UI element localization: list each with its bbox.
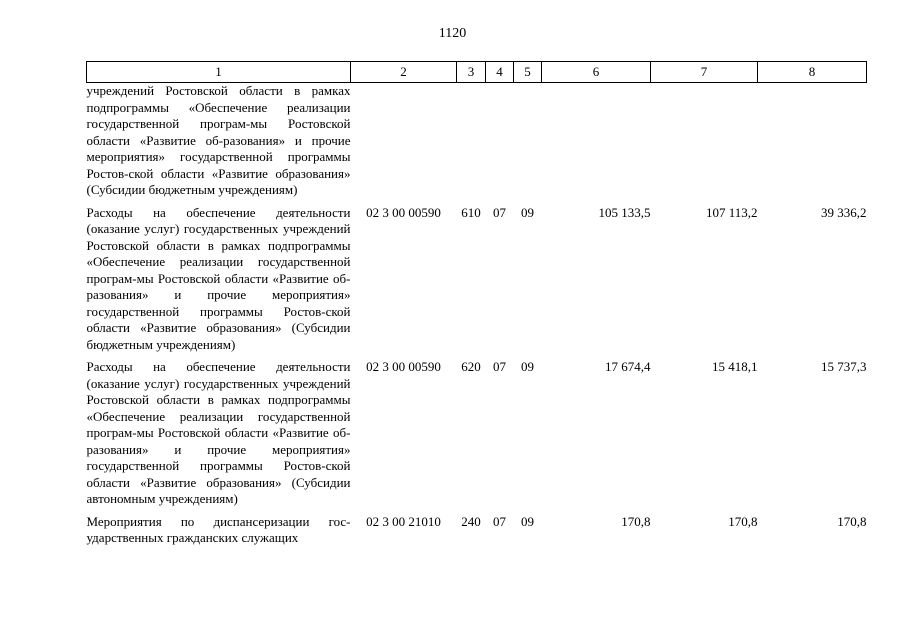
row-amount-year3: 15 737,3 xyxy=(821,359,867,374)
row-expense-type: 240 xyxy=(461,513,481,529)
row-amount-year2: 170,8 xyxy=(728,513,758,529)
table-row xyxy=(87,514,867,547)
row-name: Мероприятия по диспансеризации гос-ударственных гражданских служащих xyxy=(86,513,351,545)
header-cell-1: 1 xyxy=(87,62,351,83)
row-target-article: 02 3 00 00590 xyxy=(366,359,441,374)
header-cell-6: 6 xyxy=(542,62,651,83)
page-number: 1120 xyxy=(438,26,467,41)
table-row xyxy=(87,359,867,514)
table-row xyxy=(87,83,867,205)
row-section: 07 xyxy=(493,513,506,529)
row-subsection: 09 xyxy=(521,204,534,220)
row-amount-year1 xyxy=(542,83,651,205)
row-section: 07 xyxy=(493,204,506,220)
row-subsection: 09 xyxy=(521,513,534,529)
row-section xyxy=(486,83,514,205)
row-amount-year3: 170,8 xyxy=(837,513,867,529)
row-name: Расходы на обеспечение деятельности (оказание услуг) государственных учреждений Ростовской области в рамках подпрограммы «Обеспечение реализации государственной програм-мы Ростовской области «Развитие об-разования» и прочие мероприятия» государственной программы Ростов-ской области «Развитие образования» (Субсидии бюджетным учреждениям) xyxy=(86,204,351,352)
budget-table xyxy=(86,61,867,547)
row-expense-type: 610 xyxy=(461,204,481,220)
row-amount-year2 xyxy=(651,83,758,205)
header-cell-2: 2 xyxy=(351,62,457,83)
row-amount-year1: 105 133,5 xyxy=(598,204,651,220)
header-cell-8: 8 xyxy=(758,62,867,83)
header-cell-5: 5 xyxy=(514,62,542,83)
row-target-article: 02 3 00 00590 xyxy=(366,204,441,220)
row-name: учреждений Ростовской области в рамках подпрограммы «Обеспечение реализации государственной програм-мы Ростовской области «Развитие об-разования» и прочие мероприятия» государственной программы Ростов-ской области «Развитие образования» (Субсидии бюджетным учреждениям) xyxy=(86,83,351,197)
table-row xyxy=(87,205,867,360)
row-expense-type: 620 xyxy=(461,359,481,374)
row-amount-year1: 170,8 xyxy=(621,513,651,529)
row-amount-year3 xyxy=(758,83,867,205)
header-row xyxy=(87,62,867,83)
header-cell-3: 3 xyxy=(457,62,486,83)
row-section: 07 xyxy=(493,359,506,374)
row-subsection xyxy=(514,83,542,205)
header-cell-4: 4 xyxy=(486,62,514,83)
row-target-article xyxy=(351,83,457,205)
row-amount-year1: 17 674,4 xyxy=(605,359,651,374)
header-cell-7: 7 xyxy=(651,62,758,83)
row-name: Расходы на обеспечение деятельности (оказание услуг) государственных учреждений Ростовской области в рамках подпрограммы «Обеспечение реализации государственной програм-мы Ростовской области «Развитие об-разования» и прочие мероприятия» государственной программы Ростов-ской области «Развитие образования» (Субсидии автономным учреждениям) xyxy=(86,359,351,506)
row-target-article: 02 3 00 21010 xyxy=(366,513,441,529)
row-subsection: 09 xyxy=(521,359,534,374)
row-amount-year2: 107 113,2 xyxy=(705,204,758,220)
row-amount-year3: 39 336,2 xyxy=(821,204,867,220)
row-amount-year2: 15 418,1 xyxy=(712,359,758,374)
row-expense-type xyxy=(457,83,486,205)
